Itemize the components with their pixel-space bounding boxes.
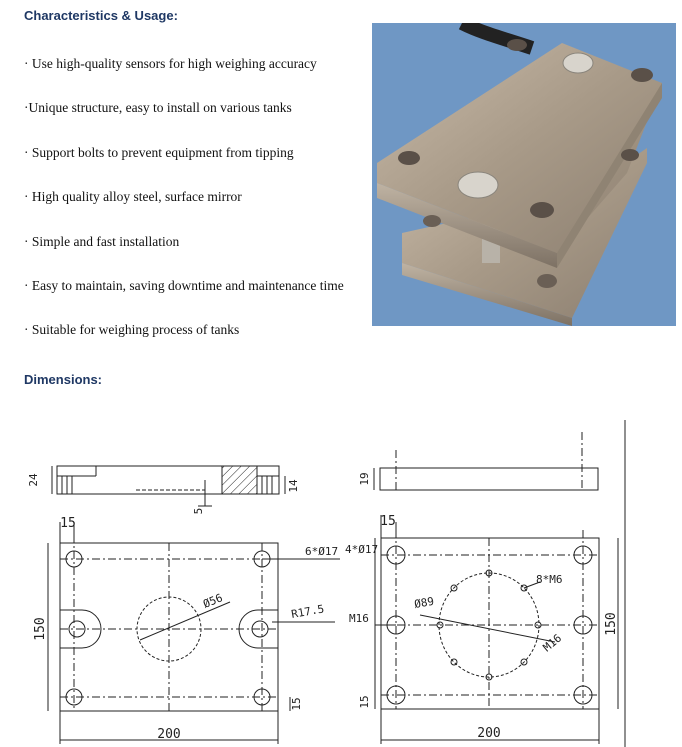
dim-24: 24: [27, 473, 40, 487]
feature-item: · Simple and fast installation: [24, 234, 180, 249]
feature-item: · Suitable for weighing process of tanks: [24, 322, 240, 337]
dim-15-top: 15: [60, 516, 76, 531]
m16-diag-label: M16: [540, 631, 565, 655]
dim-15-top-right: 15: [380, 514, 396, 529]
dim-150-right: 150: [604, 612, 619, 636]
product-photo: [372, 23, 676, 326]
dim-15-bottom-right: 15: [358, 695, 371, 709]
right-top-view: [375, 420, 625, 747]
m16-left-label: M16: [349, 612, 369, 625]
dim-5: 5: [192, 507, 205, 515]
feature-item: · Use high-quality sensors for high weighing accuracy: [24, 56, 317, 71]
feature-item: · Support bolts to prevent equipment from tipping: [24, 145, 294, 160]
left-side-view: [52, 466, 285, 506]
dim-15-bottom-left: 15: [290, 697, 303, 711]
dimensions-heading: Dimensions:: [24, 372, 103, 387]
holes-label: 6*Ø17: [305, 545, 339, 558]
holes-label-right: 4*Ø17: [345, 543, 379, 556]
characteristics-heading: Characteristics & Usage:: [24, 8, 178, 23]
dim-200-right: 200: [477, 726, 501, 741]
dim-19: 19: [358, 472, 371, 486]
feature-item: · Easy to maintain, saving downtime and maintenance time: [24, 278, 344, 293]
dia-56-label: Ø56: [201, 591, 225, 611]
feature-item: · High quality alloy steel, surface mirror: [24, 189, 242, 204]
dim-14: 14: [287, 479, 300, 493]
feature-item: ·Unique structure, easy to install on various tanks: [24, 100, 292, 115]
radius-label: R17.5: [290, 602, 326, 621]
tapped-holes-label: 8*M6: [536, 573, 563, 586]
pcd-label: Ø89: [413, 594, 436, 611]
right-side-view: [374, 432, 598, 490]
dim-200-left: 200: [157, 727, 181, 742]
dimensions-drawing: [0, 410, 682, 747]
dim-150-left: 150: [33, 617, 48, 641]
